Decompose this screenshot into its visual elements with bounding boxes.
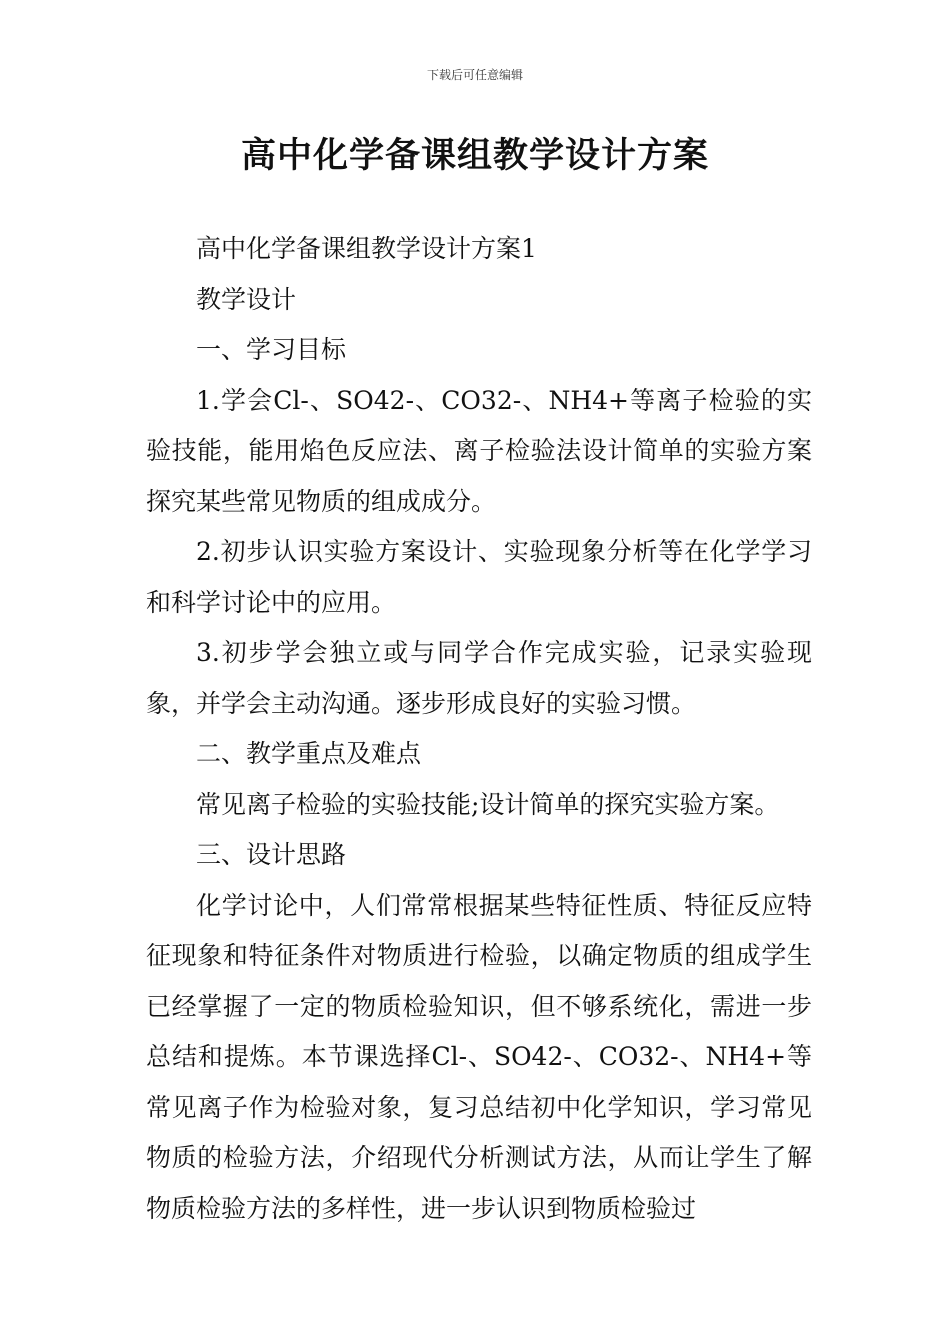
section-heading: 三、设计思路 — [196, 840, 347, 869]
paragraph: 常见离子检验的实验技能;设计简单的探究实验方案。 — [196, 789, 780, 819]
paragraph: 3.初步学会独立或与同学合作完成实验，记录实验现象，并学会主动沟通。逐步形成良好的实验习惯。 — [146, 638, 812, 718]
document-body — [146, 224, 812, 1234]
paragraph: 化学讨论中，人们常常根据某些特征性质、特征反应特征现象和特征条件对物质进行检验，以确定物质的组成学生已经掌握了一定的物质检验知识，但不够系统化，需进一步总结和提炼。本节课选择Cl-、SO42-、CO32-、NH4+等常见离子作为检验对象，复习总结初中化学知识，学习常见物质的检验方法，介绍现代分析测试方法，从而让学生了解物质检验方法的多样性，进一步认识到物质检验过 — [146, 890, 812, 1223]
paragraph: 1.学会Cl-、SO42-、CO32-、NH4+等离子检验的实验技能，能用焰色反应法、离子检验法设计简单的实验方案探究某些常见物质的组成成分。 — [146, 385, 812, 516]
section-heading: 高中化学备课组教学设计方案1 — [196, 234, 537, 263]
section-heading: 一、学习目标 — [196, 335, 347, 364]
header-note: 下载后可任意编辑 — [426, 68, 523, 82]
section-heading: 二、教学重点及难点 — [196, 739, 422, 768]
document-title: 高中化学备课组教学设计方案 — [240, 135, 709, 176]
section-heading: 教学设计 — [196, 284, 297, 314]
paragraph: 2.初步认识实验方案设计、实验现象分析等在化学学习和科学讨论中的应用。 — [146, 537, 812, 617]
